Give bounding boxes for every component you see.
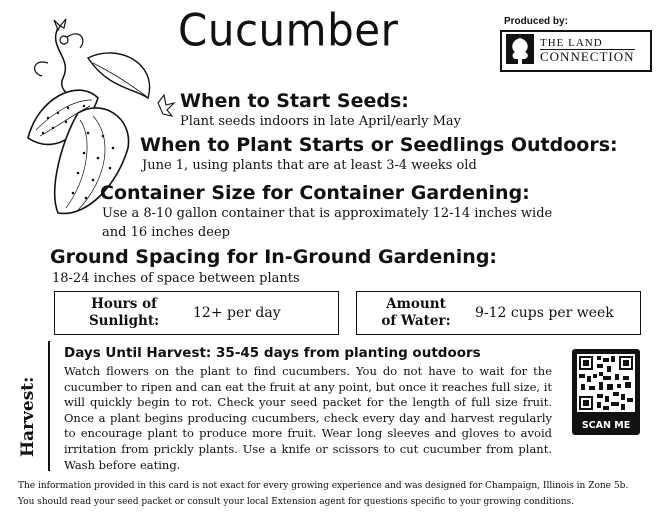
harvest-heading: Days Until Harvest: 35-45 days from planting outdoors [64, 345, 481, 361]
plant-outdoors-heading: When to Plant Starts or Seedlings Outdoors: [140, 134, 618, 156]
sunlight-label [55, 296, 193, 330]
qr-caption: SCAN ME [581, 420, 631, 431]
water-value: 9-12 cups per week [475, 305, 614, 321]
ground-spacing-heading: Ground Spacing for In-Ground Gardening: [50, 246, 498, 268]
disclaimer-footer [18, 478, 658, 510]
water-label [357, 296, 475, 330]
sunlight-value: 12+ per day [193, 305, 281, 321]
sunlight-label-line-2: Sunlight: [88, 313, 160, 329]
harvest-body: Watch flowers on the plant to find cucumbers. You do not have to wait for the cucumber to ripen and can eat the fruit at any point, but once it reaches full size, it will quickly begin to rot. Check your seed packet for the length of full size fruit. Once a plant begins producing cucumbers, check every day and harvest regularly to encourage plant to produce more fruit. Wear long sleeves and gloves to avoid irritation from prickly plants. Use a knife or scissors to cut cucumber from plant. Wash before eating. [64, 364, 552, 472]
ground-spacing-text: 18-24 inches of space between plants [52, 271, 300, 286]
harvest-divider [48, 341, 50, 471]
container-text-line-2: and 16 inches deep [102, 225, 230, 240]
start-seeds-text: Plant seeds indoors in late April/early May [180, 114, 462, 129]
plant-outdoors-text: June 1, using plants that are at least 3-4 weeks old [142, 158, 477, 173]
logo-line-2: CONNECTION [540, 49, 635, 65]
harvest-side-label-text: Harvest: [18, 376, 38, 457]
footer-line-1: The information provided in this card is not exact for every growing experience and was designed for Champaign, Illinois in Zone 5b. [18, 481, 629, 491]
qr-code-icon [577, 354, 635, 412]
start-seeds-heading: When to Start Seeds: [180, 90, 409, 112]
harvest-side-label [14, 345, 44, 460]
sunlight-box [54, 291, 339, 335]
land-connection-logo [500, 30, 652, 72]
sunlight-label-line-1: Hours of [91, 296, 157, 313]
container-heading: Container Size for Container Gardening: [100, 182, 530, 204]
logo-line-1: THE LAND [540, 36, 603, 49]
water-label-line-1: Amount [386, 296, 446, 313]
tree-icon [506, 34, 534, 68]
container-text-line-1: Use a 8-10 gallon container that is approximately 12-14 inches wide [102, 206, 553, 221]
footer-line-2: You should read your seed packet or consult your local Extension agent for questions specific to your growing conditions. [18, 497, 575, 507]
produced-by-label: Produced by: [504, 16, 568, 27]
water-label-line-2: of Water: [381, 313, 451, 329]
page-title: Cucumber [178, 4, 399, 57]
qr-code-badge[interactable] [572, 349, 640, 435]
producer-block [500, 16, 660, 72]
water-box [356, 291, 641, 335]
